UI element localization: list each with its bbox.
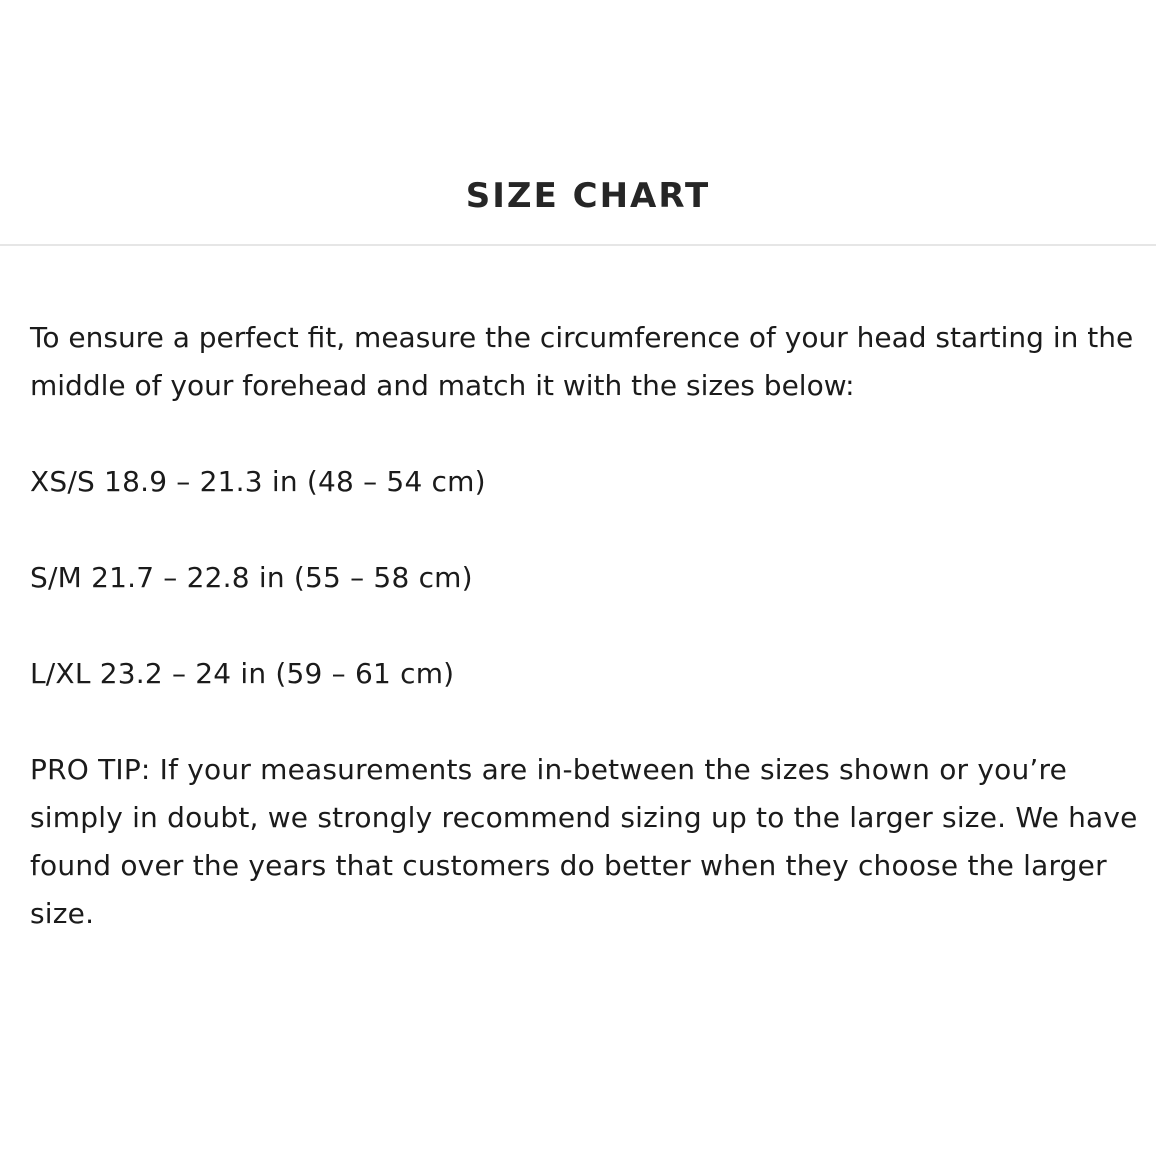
size-row-xs-s: XS/S 18.9 – 21.3 in (48 – 54 cm): [30, 465, 486, 498]
header: [0, 0, 1156, 246]
page-title: SIZE CHART: [465, 176, 711, 216]
intro-text: To ensure a perfect fit, measure the circumference of your head starting in the middle of your forehead and match it with the sizes below:: [30, 321, 1134, 402]
size-row-l-xl: L/XL 23.2 – 24 in (59 – 61 cm): [30, 657, 455, 690]
pro-tip-text: PRO TIP: If your measurements are in-between the sizes shown or you’re simply in doubt, we strongly recommend sizing up to the larger size. We have found over the years that customers do better when they choose the larger size.: [30, 753, 1138, 930]
size-row-s-m: S/M 21.7 – 22.8 in (55 – 58 cm): [30, 561, 473, 594]
size-chart-content: [30, 314, 1142, 986]
